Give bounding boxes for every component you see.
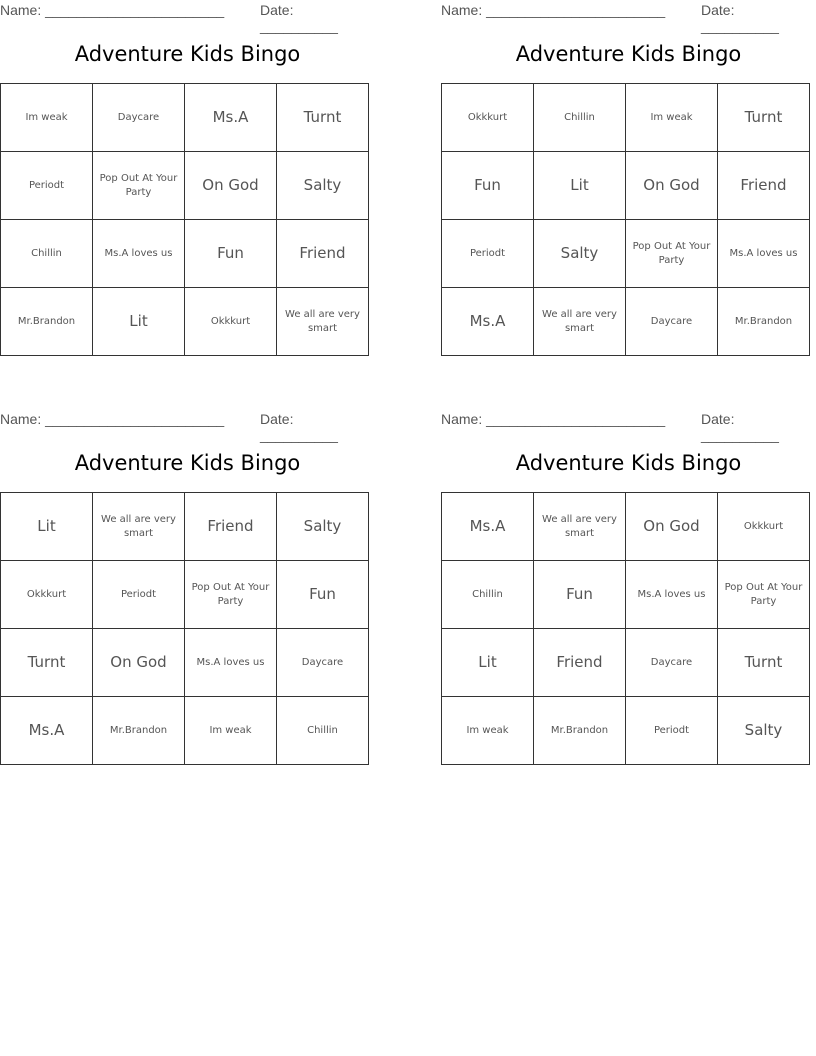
bingo-cell: Ms.A loves us bbox=[626, 561, 718, 629]
bingo-grid bbox=[441, 83, 810, 356]
bingo-cell: Periodt bbox=[1, 152, 93, 220]
bingo-cell: Okkkurt bbox=[442, 84, 534, 152]
bingo-cell: On God bbox=[185, 152, 277, 220]
card-title: Adventure Kids Bingo bbox=[515, 451, 742, 475]
bingo-row bbox=[1, 152, 369, 220]
bingo-cell: Periodt bbox=[626, 697, 718, 765]
bingo-cell: Okkkurt bbox=[1, 561, 93, 629]
bingo-cell: Daycare bbox=[93, 84, 185, 152]
bingo-cell: Im weak bbox=[1, 84, 93, 152]
bingo-cell: Ms.A bbox=[1, 697, 93, 765]
bingo-cell: Im weak bbox=[626, 84, 718, 152]
bingo-cell: Ms.A bbox=[442, 493, 534, 561]
bingo-cell: Salty bbox=[718, 697, 810, 765]
card-header-row bbox=[0, 0, 375, 34]
bingo-cell: Salty bbox=[277, 493, 369, 561]
bingo-cell: Lit bbox=[1, 493, 93, 561]
bingo-cell: We all are very smart bbox=[277, 288, 369, 356]
bingo-row bbox=[1, 629, 369, 697]
bingo-row bbox=[442, 152, 810, 220]
bingo-grid bbox=[0, 83, 369, 356]
bingo-grid bbox=[441, 492, 810, 765]
bingo-cell: Pop Out At Your Party bbox=[626, 220, 718, 288]
bingo-cell: Mr.Brandon bbox=[534, 697, 626, 765]
bingo-cell: Daycare bbox=[277, 629, 369, 697]
bingo-cell: Turnt bbox=[718, 84, 810, 152]
bingo-cell: Chillin bbox=[534, 84, 626, 152]
bingo-cell: Fun bbox=[185, 220, 277, 288]
name-field-label: Name: _______________________ bbox=[441, 2, 666, 18]
bingo-cell: Pop Out At Your Party bbox=[185, 561, 277, 629]
bingo-cell: Salty bbox=[534, 220, 626, 288]
bingo-cell: Okkkurt bbox=[185, 288, 277, 356]
bingo-cell: We all are very smart bbox=[534, 493, 626, 561]
bingo-row bbox=[1, 561, 369, 629]
bingo-cell: On God bbox=[626, 152, 718, 220]
bingo-cell: Fun bbox=[277, 561, 369, 629]
bingo-cell: Im weak bbox=[185, 697, 277, 765]
bingo-cell: Friend bbox=[718, 152, 810, 220]
bingo-row bbox=[442, 84, 810, 152]
bingo-cell: Fun bbox=[442, 152, 534, 220]
bingo-cell: Turnt bbox=[1, 629, 93, 697]
date-field-label: Date: __________ bbox=[260, 2, 338, 34]
bingo-row bbox=[1, 697, 369, 765]
bingo-row bbox=[442, 697, 810, 765]
bingo-cell: On God bbox=[93, 629, 185, 697]
bingo-row bbox=[442, 288, 810, 356]
bingo-row bbox=[442, 561, 810, 629]
bingo-cell: Okkkurt bbox=[718, 493, 810, 561]
bingo-cell: Mr.Brandon bbox=[93, 697, 185, 765]
bingo-row bbox=[442, 493, 810, 561]
date-field-label: Date: __________ bbox=[701, 411, 779, 443]
bingo-row bbox=[1, 493, 369, 561]
bingo-row bbox=[1, 288, 369, 356]
date-field-label: Date: __________ bbox=[701, 2, 779, 34]
bingo-cell: Daycare bbox=[626, 629, 718, 697]
card-title: Adventure Kids Bingo bbox=[74, 451, 301, 475]
card-title: Adventure Kids Bingo bbox=[515, 42, 742, 66]
name-field-label: Name: _______________________ bbox=[441, 411, 666, 427]
bingo-cell: Mr.Brandon bbox=[1, 288, 93, 356]
bingo-cell: Ms.A bbox=[185, 84, 277, 152]
bingo-cell: Turnt bbox=[277, 84, 369, 152]
bingo-cell: Ms.A loves us bbox=[93, 220, 185, 288]
bingo-cell: We all are very smart bbox=[534, 288, 626, 356]
bingo-grid bbox=[0, 492, 369, 765]
bingo-row bbox=[1, 84, 369, 152]
card-title: Adventure Kids Bingo bbox=[74, 42, 301, 66]
bingo-cell: Lit bbox=[93, 288, 185, 356]
bingo-cell: Friend bbox=[534, 629, 626, 697]
bingo-row bbox=[442, 629, 810, 697]
card-header-row bbox=[0, 409, 375, 443]
bingo-row bbox=[1, 220, 369, 288]
bingo-cell: Chillin bbox=[277, 697, 369, 765]
bingo-cell: Ms.A loves us bbox=[718, 220, 810, 288]
name-field-label: Name: _______________________ bbox=[0, 2, 225, 18]
date-field-label: Date: __________ bbox=[260, 411, 338, 443]
bingo-cell: On God bbox=[626, 493, 718, 561]
card-header-row bbox=[441, 409, 816, 443]
bingo-cell: We all are very smart bbox=[93, 493, 185, 561]
bingo-cell: Lit bbox=[442, 629, 534, 697]
bingo-cell: Pop Out At Your Party bbox=[718, 561, 810, 629]
bingo-cell: Lit bbox=[534, 152, 626, 220]
card-header-row bbox=[441, 0, 816, 34]
bingo-cell: Turnt bbox=[718, 629, 810, 697]
bingo-cell: Salty bbox=[277, 152, 369, 220]
bingo-cell: Im weak bbox=[442, 697, 534, 765]
bingo-cell: Periodt bbox=[442, 220, 534, 288]
name-field-label: Name: _______________________ bbox=[0, 411, 225, 427]
bingo-cell: Chillin bbox=[442, 561, 534, 629]
bingo-cell: Mr.Brandon bbox=[718, 288, 810, 356]
bingo-cell: Periodt bbox=[93, 561, 185, 629]
bingo-cell: Pop Out At Your Party bbox=[93, 152, 185, 220]
bingo-cell: Daycare bbox=[626, 288, 718, 356]
bingo-cell: Friend bbox=[277, 220, 369, 288]
bingo-cell: Ms.A loves us bbox=[185, 629, 277, 697]
bingo-cell: Friend bbox=[185, 493, 277, 561]
bingo-cell: Chillin bbox=[1, 220, 93, 288]
bingo-row bbox=[442, 220, 810, 288]
bingo-cell: Fun bbox=[534, 561, 626, 629]
bingo-cell: Ms.A bbox=[442, 288, 534, 356]
